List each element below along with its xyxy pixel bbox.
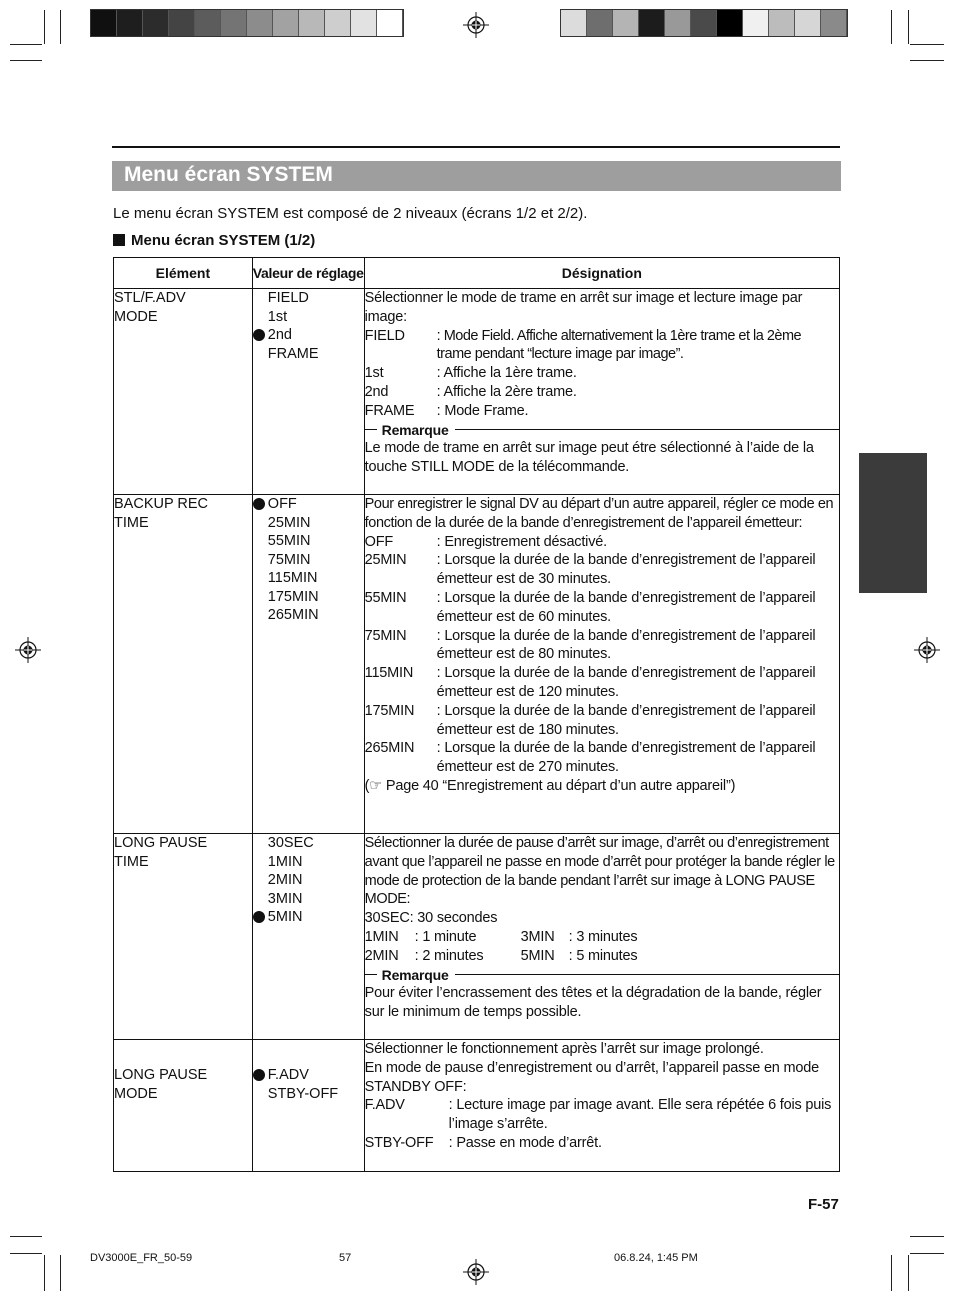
crop-mark [910, 60, 944, 61]
element-name: BACKUP REC [114, 496, 209, 512]
header-value: Valeur de réglage [252, 258, 364, 289]
description-text: Sélectionner la durée de pause d’arrêt sur image, d’arrêt ou d’enregistrement avant que l’appareil ne passe en mode d’arrêt pour protéger la bande régler le mode de protection de la bande pendant l’arrêt sur image à LONG PAUSE MODE: [364, 835, 835, 908]
crop-mark [891, 1255, 892, 1291]
crop-mark [44, 10, 45, 44]
page-reference: (☞ Page 40 “Enregistrement au départ d’un autre appareil”) [364, 777, 736, 794]
color-swatch [299, 10, 325, 36]
value-option: 75MIN [267, 551, 311, 568]
color-swatch [143, 10, 169, 36]
crop-mark [60, 10, 61, 44]
values-cell [252, 289, 364, 495]
value-option: FIELD [267, 290, 309, 306]
page-number: F-57 [808, 1196, 839, 1213]
page-title: Menu écran SYSTEM [124, 163, 333, 186]
element-cell [114, 495, 253, 834]
color-swatch [325, 10, 351, 36]
footer-page: 57 [339, 1252, 352, 1264]
values-cell [252, 834, 364, 1040]
color-swatch [273, 10, 299, 36]
header-designation: Désignation [364, 258, 839, 289]
definition-item: 175MIN : Lorsque la durée de la bande d’enregistrement de l’appareil émetteur est de 180 minutes. [364, 702, 816, 738]
element-name: MODE [114, 1085, 158, 1102]
element-name: TIME [114, 514, 149, 531]
value-option: 175MIN [267, 588, 319, 605]
crop-mark [891, 10, 892, 44]
description-text: Sélectionner le mode de trame en arrêt sur image et lecture image par image: [364, 290, 803, 325]
value-option: 115MIN [267, 570, 318, 586]
definition-item: 265MIN : Lorsque la durée de la bande d’enregistrement de l’appareil émetteur est de 270 minutes. [364, 740, 816, 776]
crop-mark [60, 1255, 61, 1291]
color-swatch [117, 10, 143, 36]
definition-item: 25MIN : Lorsque la durée de la bande d’enregistrement de l’appareil émetteur est de 30 minutes. [364, 552, 816, 588]
color-swatch [821, 10, 847, 36]
definition-item: STBY-OFF : Passe en mode d’arrêt. [364, 1134, 602, 1151]
remark-heading: Remarque [365, 421, 839, 440]
default-dot-icon [253, 498, 265, 510]
remark-text: Le mode de trame en arrêt sur image peut étre sélectionné à l’aide de la touche STILL MODE de la télécommande. [364, 440, 814, 476]
crop-mark [10, 1236, 42, 1237]
header-element: Elément [114, 258, 253, 289]
crop-mark [910, 1253, 944, 1254]
subheading-text: Menu écran SYSTEM (1/2) [131, 232, 316, 249]
value-option: 1st [267, 308, 288, 325]
definition-item: 75MIN : Lorsque la durée de la bande d’enregistrement de l’appareil émetteur est de 80 minutes. [364, 627, 816, 663]
color-swatch [221, 10, 247, 36]
registration-mark-icon [463, 1259, 489, 1285]
description-text: En mode de pause d’enregistrement ou d’arrêt, l’appareil passe en mode STANDBY OFF: [364, 1059, 819, 1095]
definition-item: 55MIN : Lorsque la durée de la bande d’enregistrement de l’appareil émetteur est de 60 minutes. [364, 589, 816, 625]
crop-mark [908, 10, 909, 44]
color-swatch [587, 10, 613, 36]
description-text: 30SEC: 30 secondes [364, 910, 498, 927]
footer-date: 06.8.24, 1:45 PM [614, 1252, 698, 1264]
definition-item: FIELD : Mode Field. Affiche alternativement la 1ère trame et la 2ème trame pendant “lecture image par image”. [364, 327, 802, 363]
color-swatch [795, 10, 821, 36]
element-cell [114, 1040, 253, 1172]
values-cell [252, 495, 364, 834]
square-bullet-icon [113, 234, 125, 246]
color-swatch [665, 10, 691, 36]
color-swatch [169, 10, 195, 36]
crop-mark [44, 1255, 45, 1291]
values-cell [252, 1040, 364, 1172]
value-option: 2MIN [267, 872, 303, 888]
definition-item: F.ADV : Lecture image par image avant. Elle sera répétée 6 fois puis l’image s’arrête. [364, 1097, 832, 1133]
value-option: 30SEC [267, 835, 314, 851]
crop-mark [10, 44, 42, 45]
description-text: Sélectionner le fonctionnement après l’arrêt sur image prolongé. [364, 1041, 764, 1057]
definition-item: 115MIN : Lorsque la durée de la bande d’enregistrement de l’appareil émetteur est de 120 minutes. [364, 665, 816, 700]
settings-table [113, 257, 840, 1172]
element-name: STL/F.ADV [114, 290, 186, 306]
color-swatch [247, 10, 273, 36]
crop-mark [10, 60, 42, 61]
header-rule [112, 146, 840, 148]
duration-grid-row: 1MIN : 1 minute 3MIN : 3 minutes [364, 928, 638, 945]
color-swatch [769, 10, 795, 36]
color-bar-right [560, 9, 848, 37]
color-swatch [195, 10, 221, 36]
subheading [113, 232, 315, 249]
value-option-default: 2nd [253, 326, 364, 345]
color-swatch [639, 10, 665, 36]
default-dot-icon [253, 911, 265, 923]
color-swatch [691, 10, 717, 36]
color-swatch [717, 10, 743, 36]
default-dot-icon [253, 329, 265, 341]
registration-mark-icon [914, 637, 940, 663]
definition-item: 2nd : Affiche la 2ère trame. [364, 383, 577, 400]
crop-mark [908, 1255, 909, 1291]
designation-cell [364, 1040, 839, 1172]
registration-mark-icon [463, 12, 489, 38]
registration-mark-icon [15, 637, 41, 663]
element-name: LONG PAUSE [114, 1067, 208, 1083]
element-cell [114, 289, 253, 495]
crop-mark [910, 1236, 944, 1237]
intro-text: Le menu écran SYSTEM est composé de 2 niveaux (écrans 1/2 et 2/2). [113, 205, 588, 222]
definition-item: OFF : Enregistrement désactivé. [364, 533, 607, 550]
table-row [114, 495, 840, 834]
remark-text: Pour éviter l’encrassement des têtes et la dégradation de la bande, régler sur le minimum de temps possible. [364, 985, 822, 1021]
table-header-row [114, 258, 840, 289]
default-dot-icon [253, 1069, 265, 1081]
value-option: 265MIN [267, 607, 319, 623]
crop-mark [910, 44, 944, 45]
definition-item: 1st : Affiche la 1ère trame. [364, 365, 577, 382]
designation-cell [364, 495, 839, 834]
duration-grid-row: 2MIN : 2 minutes 5MIN : 5 minutes [364, 947, 638, 964]
designation-cell [364, 834, 839, 1040]
color-swatch [351, 10, 377, 36]
crop-mark [10, 1253, 42, 1254]
element-name: LONG PAUSE [114, 835, 208, 851]
value-option: 1MIN [267, 853, 303, 870]
color-bar-left [90, 9, 404, 37]
element-cell [114, 834, 253, 1040]
element-name: TIME [114, 853, 149, 870]
color-swatch [743, 10, 769, 36]
value-option-default: F.ADV [253, 1066, 364, 1085]
table-row [114, 1040, 840, 1172]
value-option: 3MIN [267, 890, 303, 907]
value-option-default: OFF [253, 495, 364, 514]
remark-heading: Remarque [365, 966, 839, 985]
footer-file: DV3000E_FR_50-59 [90, 1252, 193, 1264]
color-swatch [91, 10, 117, 36]
table-row [114, 834, 840, 1040]
color-swatch [613, 10, 639, 36]
value-option: 25MIN [267, 514, 311, 531]
color-swatch [561, 10, 587, 36]
value-option: 55MIN [267, 533, 311, 549]
element-name: MODE [114, 308, 158, 325]
table-row [114, 289, 840, 495]
value-option-default: 5MIN [253, 908, 364, 927]
color-swatch [377, 10, 403, 36]
value-option: STBY-OFF [267, 1085, 339, 1102]
section-tab [859, 453, 927, 593]
title-bar [112, 161, 841, 191]
definition-item: FRAME : Mode Frame. [364, 402, 529, 419]
value-option: FRAME [267, 345, 319, 362]
designation-cell [364, 289, 839, 495]
description-text: Pour enregistrer le signal DV au départ d’un autre appareil, régler ce mode en fonction de la durée de la bande d’enregistrement de l’appareil émetteur: [364, 496, 834, 531]
